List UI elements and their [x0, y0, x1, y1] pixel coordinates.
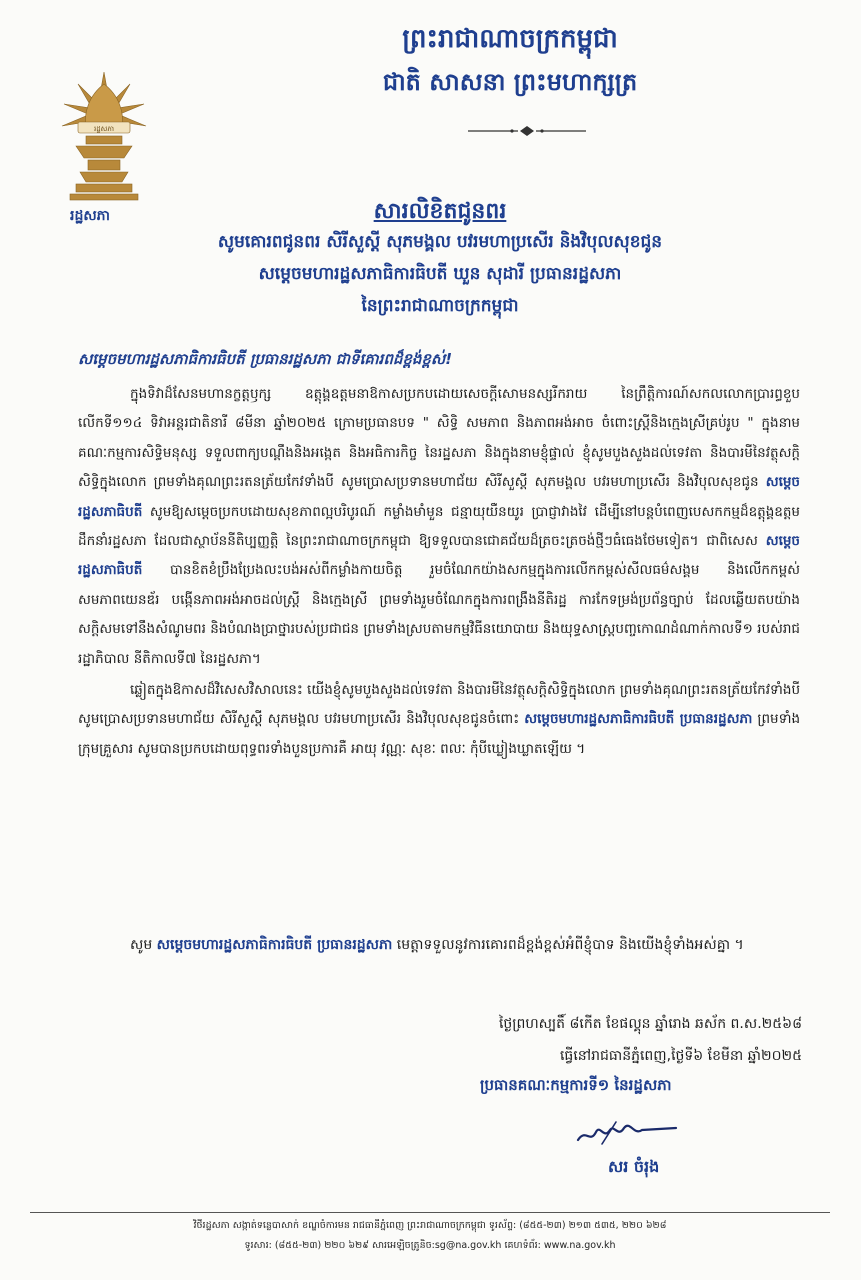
footer-website-link[interactable]: www.na.gov.kh — [543, 1240, 616, 1251]
title-line-2: សម្តេចមហារដ្ឋសភាធិការធិបតី ឃួន សុដារី ប្រធានរដ្ឋសភា — [258, 264, 622, 284]
body-paragraph-1 — [78, 380, 800, 674]
closing-paragraph — [78, 930, 800, 960]
title-line-1: សូមគោរពជូនពរ សិរីសួស្តី សុភមង្គល បវរមហាប្រសើរ និងវិបុលសុខជូន — [217, 232, 663, 252]
assembly-label: រដ្ឋសភា — [70, 208, 110, 224]
solar-date: ធ្វើនៅរាជធានីភ្នំពេញ,ថ្ងៃទី៦ ខែមីនា ឆ្នាំ២០២៥ — [559, 1048, 802, 1064]
body-text: បានខិតខំប្រឹងប្រែងលះបង់អស់ពីកម្លាំងកាយចិត្ត រួមចំណែកយ៉ាងសកម្មក្នុងការលើកកម្ពស់សីលធម៌សង្គម និងលើកកម្ពស់សមភាពយេនឌ័រ បង្កើនភាពអង់អាចដល់ស្ត្រី និងក្មេងស្រី ព្រមទាំងរួមចំណែកក្នុងការពង្រឹងនីតិរដ្ឋ ការកែទម្រង់ប្រព័ន្ធច្បាប់ ដែលឆ្លើយតបយ៉ាងសក្តិសមទៅនឹងសំណូមពរ និងបំណងប្រាថ្នារបស់ប្រជាជន ព្រមទាំងស្របតាមកម្មវិធីនយោបាយ និងយុទ្ធសាស្ត្របញ្ចកោណដំណាក់កាលទី១ របស់រាជរដ្ឋាភិបាល នីតិកាលទី៧ នៃរដ្ឋសភា។ — [78, 562, 800, 667]
emblem-inscription: រដ្ឋសភា — [94, 125, 114, 133]
closing-emphasis: សម្តេចមហារដ្ឋសភាធិការធិបតី ប្រធានរដ្ឋសភា — [156, 937, 393, 953]
salutation: សម្តេចមហារដ្ឋសភាធិការធិបតី ប្រធានរដ្ឋសភា ជាទីគោរពដ៏ខ្ពង់ខ្ពស់! — [78, 350, 453, 368]
ornament-divider-icon — [468, 124, 586, 138]
national-motto: ជាតិ សាសនា ព្រះមហាក្សត្រ — [382, 67, 638, 96]
date-block — [330, 1008, 830, 1072]
body-text: ក្នុងទិវាដ៏សែនមហានក្ខត្តឫក្ស ឧត្តុង្គឧត្តមនាឱកាសប្រកបដោយសេចក្តីសោមនស្សរីករាយ នៃព្រឹត្តិការណ៍សកលលោកប្រារព្ធខួបលើកទី១១៤ ទិវាអន្តរជាតិនារី ៨មីនា ឆ្នាំ២០២៥ ក្រោមប្រធានបទ " សិទ្ធិ សមភាព និងភាពអង់អាច ចំពោះស្ត្រីនិងក្មេងស្រីគ្រប់រូប " ក្នុងនាមគណៈកម្មការសិទ្ធិមនុស្ស ទទួលពាក្យបណ្តឹងនិងអង្កេត និងអធិការកិច្ច នៃរដ្ឋសភា និងក្នុងនាមខ្ញុំផ្ទាល់ ខ្ញុំសូមបួងសួងដល់ទេវតា និងបារមីនៃវត្ថុសក្តិសិទ្ធិក្នុងលោក ព្រមទាំងគុណព្រះរតនត្រ័យកែវទាំងបី សូមប្រោសប្រទានមហាជ័យ សិរីសួស្តី សុភមង្គល បវរមហាប្រសើរ និងវិបុលសុខជូន — [78, 386, 800, 491]
kingdom-name: ព្រះរាជាណាចក្រកម្ពុជា — [402, 24, 618, 54]
footer-divider — [30, 1212, 830, 1213]
body-emphasis: សម្តេចរដ្ឋសភាធិបតី — [78, 474, 800, 520]
national-assembly-emblem-icon — [58, 70, 150, 202]
body-emphasis: សម្តេចមហារដ្ឋសភាធិការធិបតី ប្រធានរដ្ឋសភា — [524, 711, 753, 728]
signer-title: ប្រធានគណៈកម្មការទី១ នៃរដ្ឋសភា — [480, 1076, 672, 1094]
title-line-3: នៃព្រះរាជាណាចក្រកម្ពុជា — [361, 296, 519, 316]
body-text: ឆ្លៀតក្នុងឱកាសដ៏វិសេសវិសាលនេះ យើងខ្ញុំសូមបួងសួងដល់ទេវតា និងបារមីនៃវត្ថុសក្តិសិទ្ធិក្នុងលោក ព្រមទាំងគុណព្រះរតនត្រ័យកែវទាំងបី សូមប្រោសប្រទានមហាជ័យ សិរីសួស្តី សុភមង្គល បវរមហាប្រសើរ និងវិបុលសុខជូនចំពោះ — [78, 682, 801, 728]
body-text: ព្រមទាំងក្រុមគ្រួសារ សូមបានប្រកបដោយពុទ្ធពរទាំងបួនប្រការគឺ អាយុ វណ្ណៈ សុខៈ ពលៈ កុំបីឃ្លៀងឃ្លាតឡើយ ។ — [78, 711, 801, 757]
letterhead — [240, 20, 780, 100]
lunar-date: ថ្ងៃព្រហស្បតិ៍ ៨កើត ខែផល្គុន ឆ្នាំរោង ឆស័ក ព.ស.២៥៦៨ — [498, 1016, 802, 1032]
footer-fax: ទូរសារ: (៨៥៥-២៣) ២២០ ៦២៩ សារអេឡិចត្រូនិច: — [244, 1240, 435, 1251]
signature-icon — [572, 1110, 682, 1152]
footer-contact — [40, 1236, 820, 1256]
footer-address: វិថីរដ្ឋសភា សង្កាត់ទន្លេបាសាក់ ខណ្ឌចំការមន រាជធានីភ្នំពេញ ព្រះរាជាណាចក្រកម្ពុជា ទូរស័ព្ទ: (៨៥៥-២៣) ២១៣ ៥៣៥, ២២០ ៦២៨ — [193, 1220, 667, 1231]
footer-website-label: គេហទំព័រ: — [504, 1240, 541, 1251]
closing-text: មេត្តាទទួលនូវការគោរពដ៏ខ្ពង់ខ្ពស់អំពីខ្ញុំបាទ និងយើងខ្ញុំទាំងអស់គ្នា ។ — [392, 937, 744, 953]
body-paragraph-2 — [78, 676, 800, 764]
body-emphasis: សម្តេចរដ្ឋសភាធិបតី — [78, 533, 800, 579]
signer-name: សរ ចំរុង — [608, 1157, 660, 1176]
letter-heading: សារលិខិតជូនពរ — [373, 198, 507, 224]
body-text: សូមឱ្យសម្តេចប្រកបដោយសុខភាពល្អបរិបូរណ៍ កម្លាំងមាំមួន ជន្មាយុយឺនយូរ ប្រាជ្ញាវាងវៃ ដើម្បីនៅបន្តបំពេញបេសកកម្មដ៏ឧត្តុង្គឧត្តមដឹកនាំរដ្ឋសភា ដែលជាស្ថាប័ននីតិប្បញ្ញត្តិ នៃព្រះរាជាណាចក្រកម្ពុជា ឱ្យទទួលបានជោគជ័យដ៏ត្រចះត្រចង់ថ្មីៗធំធេងថែមទៀត។ ជាពិសេស — [78, 503, 800, 550]
footer — [40, 1216, 820, 1256]
footer-email-link[interactable]: sg@na.gov.kh — [434, 1240, 502, 1251]
closing-text: សូម — [130, 937, 157, 953]
title-block — [90, 196, 790, 322]
letter-body — [78, 380, 800, 764]
